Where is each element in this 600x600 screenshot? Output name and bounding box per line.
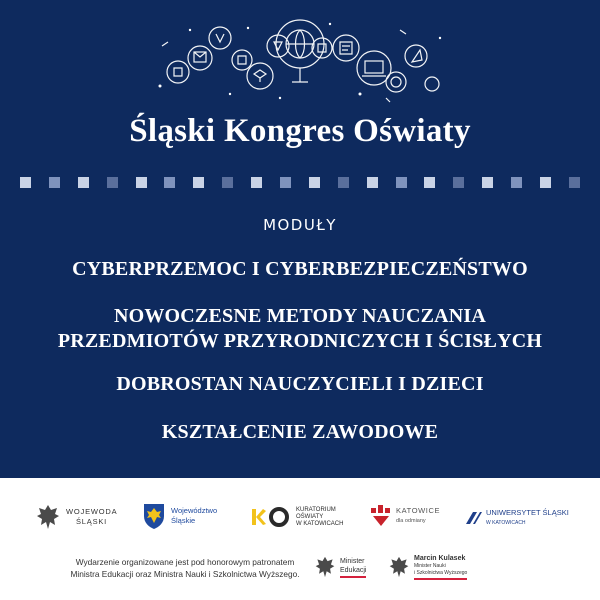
minister-nauki-line2: i Szkolnictwa Wyższego — [414, 570, 468, 576]
decorative-square — [20, 177, 31, 188]
kuratorium-line1: KURATORIUM — [296, 506, 336, 513]
uniwersytet-logo — [465, 508, 569, 528]
minister-edukacji-logo — [314, 554, 366, 580]
module-vocational: KSZTAŁCENIE ZAWODOWE — [161, 421, 439, 443]
minister-edukacji-line2: Edukacji — [340, 566, 367, 574]
eagle-emblem-icon — [314, 554, 336, 580]
kuratorium-line3: W KATOWICACH — [296, 520, 344, 527]
minister-nauki-line1: Minister Nauki — [414, 563, 446, 569]
decorative-squares-row — [20, 177, 580, 188]
footer — [0, 478, 600, 600]
module-methods-line1: NOWOCZESNE METODY NAUCZANIA — [113, 305, 487, 327]
module-cyber: CYBERPRZEMOC I CYBERBEZPIECZEŃSTWO — [72, 258, 528, 280]
kuratorium-logo — [250, 506, 343, 528]
education-icons-illustration — [150, 16, 450, 108]
decorative-square — [367, 177, 378, 188]
wojewoda-line2: ŚLĄSKI — [76, 517, 108, 526]
patronage-line1: Wydarzenie organizowane jest pod honorowym patronatem — [75, 557, 295, 567]
katowice-logo — [370, 504, 440, 528]
minister-nauki-name: Marcin Kulasek — [414, 555, 466, 562]
wojewodztwo-logo — [142, 502, 217, 530]
module-wellbeing: DOBROSTAN NAUCZYCIELI I DZIECI — [116, 373, 484, 395]
decorative-square — [453, 177, 464, 188]
decorative-square — [107, 177, 118, 188]
module-methods — [0, 304, 600, 354]
wojewoda-line1: WOJEWODA — [66, 507, 118, 516]
wojewodztwo-line1: Województwo — [171, 506, 218, 515]
decorative-square — [280, 177, 291, 188]
decorative-square — [396, 177, 407, 188]
module-methods-line2: PRZEDMIOTÓW PRZYRODNICZYCH I ŚCISŁYCH — [57, 330, 543, 352]
decorative-square — [78, 177, 89, 188]
decorative-square — [136, 177, 147, 188]
modules-heading: MODUŁY — [263, 216, 337, 234]
decorative-square — [338, 177, 349, 188]
decorative-square — [424, 177, 435, 188]
decorative-square — [222, 177, 233, 188]
minister-edukacji-line1: Minister — [340, 557, 365, 565]
decorative-square — [309, 177, 320, 188]
decorative-square — [540, 177, 551, 188]
decorative-square — [511, 177, 522, 188]
uniwersytet-line2: W KATOWICACH — [486, 520, 526, 526]
wojewodztwo-line2: Śląskie — [171, 516, 196, 525]
kuratorium-line2: OŚWIATY — [296, 513, 324, 520]
eagle-emblem-icon — [388, 554, 410, 580]
decorative-square — [482, 177, 493, 188]
shield-emblem-icon — [142, 502, 166, 530]
katowice-line1: KATOWICE — [396, 506, 441, 515]
patronage-text — [60, 556, 310, 580]
wojewoda-logo — [35, 502, 117, 532]
page-title: Śląski Kongres Oświaty — [129, 113, 471, 149]
university-mark-icon — [465, 510, 483, 526]
uniwersytet-line1: UNIWERSYTET ŚLĄSKI — [486, 508, 569, 517]
katowice-line2: dla odmiany — [396, 518, 426, 524]
katowice-mark-icon — [370, 504, 392, 528]
decorative-square — [164, 177, 175, 188]
ko-monogram-icon — [250, 506, 292, 528]
decorative-square — [193, 177, 204, 188]
minister-nauki-logo — [388, 554, 467, 580]
decorative-square — [251, 177, 262, 188]
eagle-emblem-icon — [35, 502, 61, 532]
decorative-square — [49, 177, 60, 188]
decorative-square — [569, 177, 580, 188]
patronage-line2: Ministra Edukacji oraz Ministra Nauki i Szkolnictwa Wyższego. — [70, 569, 300, 579]
